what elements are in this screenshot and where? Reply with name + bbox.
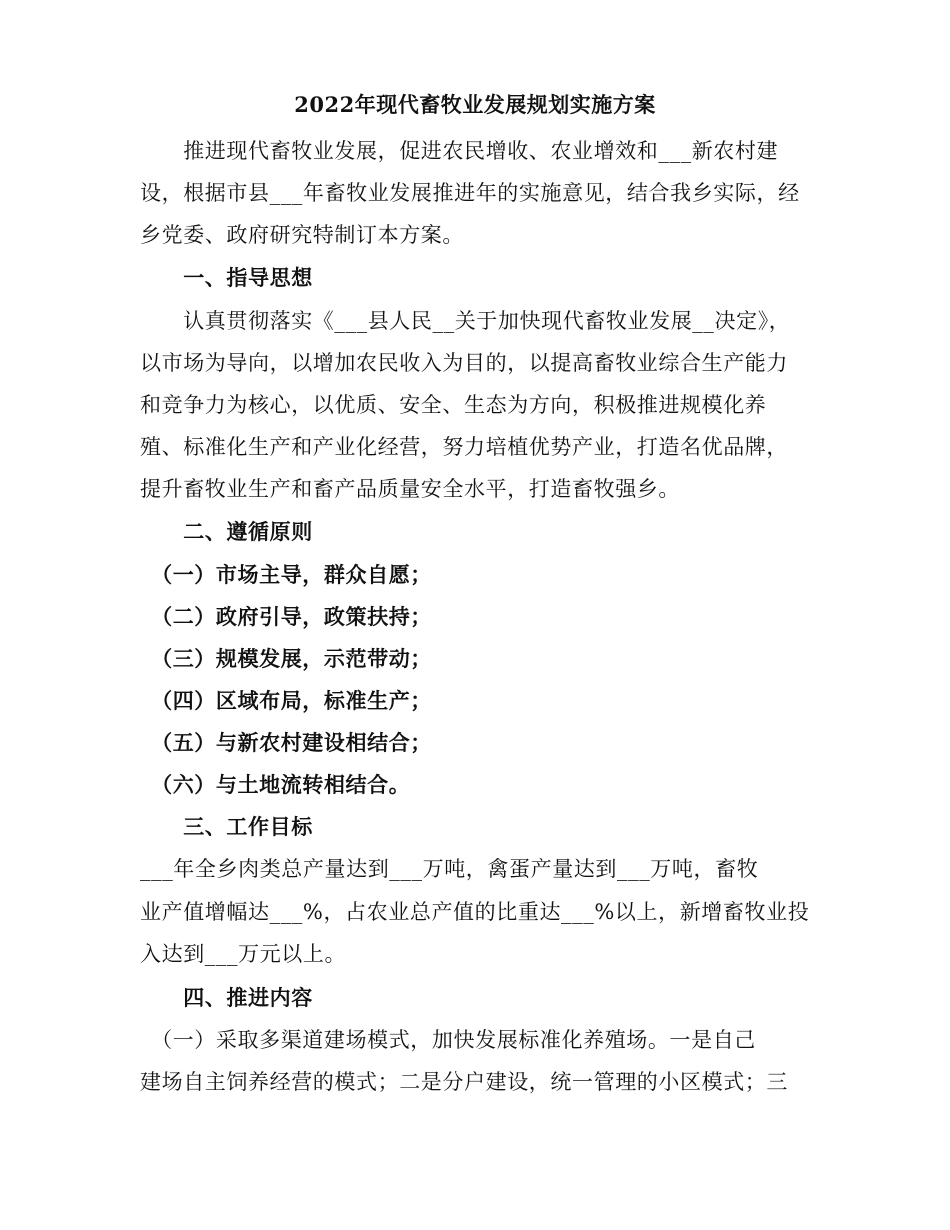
principle-item: （六）与土地流转相结合。: [140, 772, 411, 797]
section4-line: 建场自主饲养经营的模式；二是分户建设，统一管理的小区模式；三: [140, 1070, 788, 1094]
intro-line: 乡党委、政府研究特制订本方案。: [140, 223, 464, 247]
principle-item: （一）市场主导，群众自愿；: [140, 562, 432, 587]
section-heading-work-goals: 三、工作目标: [140, 814, 313, 839]
section3-line: ___年全乡肉类总产量达到___万吨，禽蛋产量达到___万吨，畜牧: [140, 857, 759, 881]
section4-line: （一）采取多渠道建场模式，加快发展标准化养殖场。一是自己: [140, 1028, 756, 1052]
principle-item: （五）与新农村建设相结合；: [140, 730, 432, 755]
section1-line: 认真贯彻落实《___县人民__关于加快现代畜牧业发展__决定》，: [140, 309, 791, 333]
section-heading-principles: 二、遵循原则: [140, 519, 313, 544]
section3-line: 入达到___万元以上。: [140, 942, 347, 966]
section3-line: 业产值增幅达___%，占农业总产值的比重达___%以上，新增畜牧业投: [140, 900, 810, 924]
section1-line: 以市场为导向，以增加农民收入为目的，以提高畜牧业综合生产能力: [140, 351, 788, 375]
document-title: 2022年现代畜牧业发展规划实施方案: [294, 92, 656, 117]
principle-item: （二）政府引导，政策扶持；: [140, 604, 432, 629]
intro-line: 设，根据市县___年畜牧业发展推进年的实施意见，结合我乡实际，经: [140, 181, 800, 205]
section-heading-content: 四、推进内容: [140, 985, 313, 1010]
section-heading-guiding-ideology: 一、指导思想: [140, 265, 313, 290]
section1-line: 提升畜牧业生产和畜产品质量安全水平，打造畜牧强乡。: [140, 477, 680, 501]
section1-line: 和竞争力为核心，以优质、安全、生态为方向，积极推进规模化养: [140, 393, 767, 417]
intro-line: 推进现代畜牧业发展，促进农民增收、农业增效和___新农村建: [140, 139, 779, 163]
section1-line: 殖、标准化生产和产业化经营，努力培植优势产业，打造名优品牌，: [140, 435, 788, 459]
principle-item: （四）区域布局，标准生产；: [140, 688, 432, 713]
principle-item: （三）规模发展，示范带动；: [140, 646, 432, 671]
